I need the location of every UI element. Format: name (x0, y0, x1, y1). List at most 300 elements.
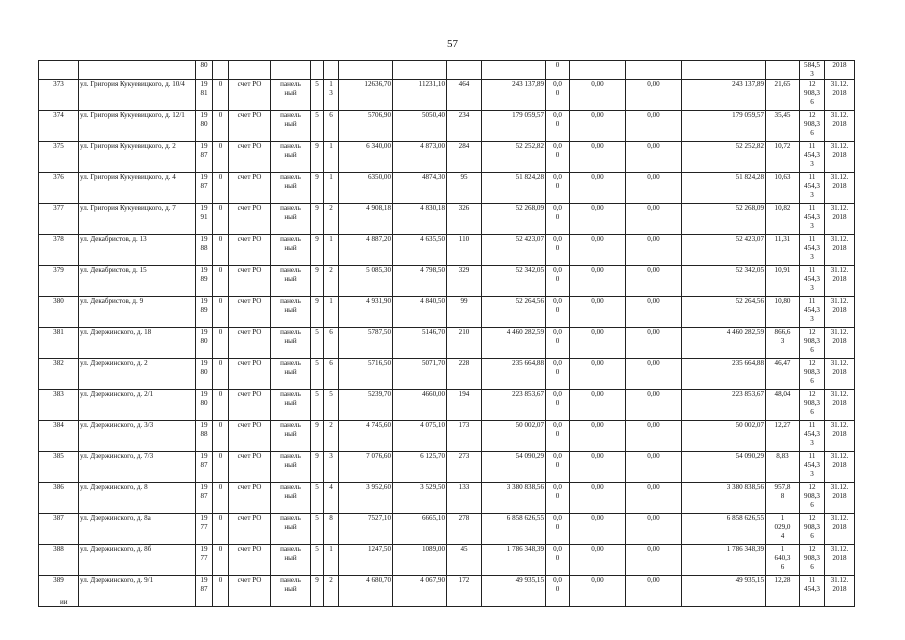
residents-cell: 278 (447, 514, 482, 545)
address-cell: ул. Дзержинского, д. 7/3 (79, 452, 196, 483)
living-area-cell: 5050,40 (393, 111, 447, 142)
material-cell: панель ный (271, 576, 311, 607)
address-cell: ул. Дзержинского, д. 2 (79, 359, 196, 390)
cell-16: 12 908,3 6 (800, 514, 825, 545)
cell-16: 584,5 3 (800, 61, 825, 80)
table-row (39, 235, 855, 266)
cell-12: 0,00 (570, 297, 626, 328)
date-cell: 31.12. 2018 (825, 204, 855, 235)
fund-cell: счет РО (229, 576, 271, 607)
cell-15: 866,6 3 (766, 328, 800, 359)
cell-15: 1 029,0 4 (766, 514, 800, 545)
table-row (39, 173, 855, 204)
cost-cell: 3 380 838,56 (482, 483, 546, 514)
year-cell: 19 89 (196, 297, 213, 328)
row-number-cell: 387 (39, 514, 79, 545)
floors-cell: 9 (311, 235, 324, 266)
cell-16: 12 908,3 6 (800, 483, 825, 514)
living-area-cell: 4 830,18 (393, 204, 447, 235)
total-area-cell: 4 887,20 (339, 235, 393, 266)
material-cell: панель ный (271, 483, 311, 514)
cell-11: 0,0 0 (546, 328, 570, 359)
address-cell: ул. Дзержинского, д. 9/1 (79, 576, 196, 607)
cell-14: 1 786 348,39 (682, 545, 766, 576)
address-cell: ул. Григория Кукуевицкого, д. 10/4 (79, 80, 196, 111)
cell-13: 0,00 (626, 142, 682, 173)
cell-14: 235 664,88 (682, 359, 766, 390)
entrances-cell: 1 (324, 173, 339, 204)
floors-cell: 5 (311, 328, 324, 359)
total-area-cell: 5706,90 (339, 111, 393, 142)
cell-15: 957,8 8 (766, 483, 800, 514)
fund-cell: счет РО (229, 483, 271, 514)
floors-cell: 5 (311, 514, 324, 545)
cell-15: 12,27 (766, 421, 800, 452)
cell-13: 0,00 (626, 328, 682, 359)
total-area-cell: 6 340,00 (339, 142, 393, 173)
housing-register-table (38, 60, 855, 607)
floors-cell: 9 (311, 173, 324, 204)
residents-cell: 284 (447, 142, 482, 173)
living-area-cell: 4 067,90 (393, 576, 447, 607)
fund-cell: счет РО (229, 359, 271, 390)
cell-11: 0,0 0 (546, 452, 570, 483)
cell-11: 0,0 0 (546, 297, 570, 328)
fund-cell: счет РО (229, 421, 271, 452)
cell-16: 11 454,3 3 (800, 173, 825, 204)
fund-cell: счет РО (229, 80, 271, 111)
living-area-cell: 4 840,50 (393, 297, 447, 328)
date-cell: 31.12. 2018 (825, 390, 855, 421)
fund-cell: счет РО (229, 328, 271, 359)
cell-12: 0,00 (570, 111, 626, 142)
floors-cell: 5 (311, 483, 324, 514)
date-cell: 31.12. 2018 (825, 514, 855, 545)
row-number-cell: 380 (39, 297, 79, 328)
fund-cell: счет РО (229, 545, 271, 576)
total-area-cell: 7 076,60 (339, 452, 393, 483)
cell-4: 0 (213, 514, 229, 545)
cell-16: 11 454,3 3 (800, 204, 825, 235)
floors-cell: 5 (311, 80, 324, 111)
cell-15: 1 640,3 6 (766, 545, 800, 576)
address-cell: ул. Дзержинского, д. 3/3 (79, 421, 196, 452)
cell-15: 10,82 (766, 204, 800, 235)
cell-14: 49 935,15 (682, 576, 766, 607)
date-cell: 31.12. 2018 (825, 266, 855, 297)
row-number-cell: 388 (39, 545, 79, 576)
floors-cell: 9 (311, 576, 324, 607)
cell-11: 0,0 0 (546, 235, 570, 266)
year-cell: 19 87 (196, 173, 213, 204)
cell-13: 0,00 (626, 390, 682, 421)
cell-13: 0,00 (626, 514, 682, 545)
residents-cell: 172 (447, 576, 482, 607)
floors-cell: 9 (311, 297, 324, 328)
table-row (39, 359, 855, 390)
residents-cell: 194 (447, 390, 482, 421)
floors-cell: 5 (311, 390, 324, 421)
material-cell: панель ный (271, 266, 311, 297)
cell-4: 0 (213, 483, 229, 514)
table-row (39, 545, 855, 576)
cell-14: 6 858 626,55 (682, 514, 766, 545)
cell-11: 0,0 0 (546, 173, 570, 204)
cell-4: 0 (213, 297, 229, 328)
year-cell: 19 81 (196, 80, 213, 111)
total-area-cell: 4 908,18 (339, 204, 393, 235)
table-row (39, 514, 855, 545)
entrances-cell: 1 3 (324, 80, 339, 111)
year-cell: 80 (196, 61, 213, 80)
cell-12: 0,00 (570, 576, 626, 607)
cell-15: 12,28 (766, 576, 800, 607)
cell-11: 0,0 0 (546, 545, 570, 576)
entrances-cell: 6 (324, 359, 339, 390)
fund-cell: счет РО (229, 173, 271, 204)
year-cell: 19 80 (196, 111, 213, 142)
material-cell: панель ный (271, 297, 311, 328)
living-area-cell: 4 635,50 (393, 235, 447, 266)
fund-cell: счет РО (229, 266, 271, 297)
living-area-cell: 6665,10 (393, 514, 447, 545)
residents-cell: 95 (447, 173, 482, 204)
cell-12: 0,00 (570, 359, 626, 390)
cell-16: 12 908,3 6 (800, 545, 825, 576)
entrances-cell: 8 (324, 514, 339, 545)
entrances-cell: 2 (324, 204, 339, 235)
cell-15: 10,91 (766, 266, 800, 297)
page-number: 57 (447, 38, 458, 50)
cell-11: 0,0 0 (546, 390, 570, 421)
date-cell: 31.12. 2018 (825, 173, 855, 204)
residents-cell: 464 (447, 80, 482, 111)
cell-4: 0 (213, 452, 229, 483)
material-cell: панель ный (271, 173, 311, 204)
living-area-cell: 4660,00 (393, 390, 447, 421)
cell-13: 0,00 (626, 359, 682, 390)
total-area-cell: 5239,70 (339, 390, 393, 421)
cell-12: 0,00 (570, 266, 626, 297)
cell-12: 0,00 (570, 142, 626, 173)
cell-11: 0,0 0 (546, 142, 570, 173)
entrances-cell: 5 (324, 390, 339, 421)
total-area-cell: 3 952,60 (339, 483, 393, 514)
cell-13: 0,00 (626, 111, 682, 142)
residents-cell: 110 (447, 235, 482, 266)
material-cell: панель ный (271, 80, 311, 111)
cell-15: 10,63 (766, 173, 800, 204)
cell-4: 0 (213, 173, 229, 204)
total-area-cell: 5 085,30 (339, 266, 393, 297)
cost-cell: 235 664,88 (482, 359, 546, 390)
year-cell: 19 91 (196, 204, 213, 235)
cost-cell: 179 059,57 (482, 111, 546, 142)
residents-cell: 329 (447, 266, 482, 297)
total-area-cell: 12636,70 (339, 80, 393, 111)
table-row (39, 576, 855, 607)
date-cell: 31.12. 2018 (825, 421, 855, 452)
material-cell: панель ный (271, 359, 311, 390)
material-cell: панель ный (271, 452, 311, 483)
cell-12: 0,00 (570, 328, 626, 359)
year-cell: 19 88 (196, 235, 213, 266)
address-cell: ул. Дзержинского, д. 2/1 (79, 390, 196, 421)
row-number-cell: 378 (39, 235, 79, 266)
cell-11: 0,0 0 (546, 111, 570, 142)
floors-cell: 9 (311, 142, 324, 173)
table-row (39, 390, 855, 421)
cell-13: 0,00 (626, 452, 682, 483)
total-area-cell: 7527,10 (339, 514, 393, 545)
residents-cell: 99 (447, 297, 482, 328)
material-cell: панель ный (271, 111, 311, 142)
address-cell: ул. Дзержинского, д. 18 (79, 328, 196, 359)
cost-cell: 52 264,56 (482, 297, 546, 328)
entrances-cell: 1 (324, 235, 339, 266)
row-number-cell: 383 (39, 390, 79, 421)
total-area-cell: 4 931,90 (339, 297, 393, 328)
fund-cell: счет РО (229, 142, 271, 173)
address-cell: ул. Григория Кукуевицкого, д. 12/1 (79, 111, 196, 142)
table-row (39, 297, 855, 328)
year-cell: 19 77 (196, 545, 213, 576)
cell-14: 52 264,56 (682, 297, 766, 328)
cell-4: 0 (213, 359, 229, 390)
cell-4: 0 (213, 111, 229, 142)
entrances-cell: 1 (324, 142, 339, 173)
cell-15: 10,72 (766, 142, 800, 173)
date-cell: 31.12. 2018 (825, 452, 855, 483)
address-cell: ул. Дзержинского, д. 8б (79, 545, 196, 576)
total-area-cell: 4 680,70 (339, 576, 393, 607)
year-cell: 19 87 (196, 483, 213, 514)
cell-15: 35,45 (766, 111, 800, 142)
fund-cell: счет РО (229, 390, 271, 421)
table-row (39, 266, 855, 297)
material-cell: панель ный (271, 514, 311, 545)
cell-15: 48,04 (766, 390, 800, 421)
address-cell: ул. Григория Кукуевицкого, д. 2 (79, 142, 196, 173)
table-row (39, 328, 855, 359)
continuation-row (39, 61, 855, 80)
cell-13: 0,00 (626, 80, 682, 111)
total-area-cell: 4 745,60 (339, 421, 393, 452)
material-cell: панель ный (271, 142, 311, 173)
cost-cell: 52 342,05 (482, 266, 546, 297)
material-cell: панель ный (271, 545, 311, 576)
material-cell: панель ный (271, 421, 311, 452)
cell-16: 11 454,3 3 (800, 421, 825, 452)
living-area-cell: 4874,30 (393, 173, 447, 204)
cell-12: 0,00 (570, 483, 626, 514)
total-area-cell: 6350,00 (339, 173, 393, 204)
total-area-cell: 5787,50 (339, 328, 393, 359)
row-number-cell: 389 (39, 576, 79, 607)
cell-12: 0,00 (570, 421, 626, 452)
cell-16: 11 454,3 3 (800, 142, 825, 173)
residents-cell: 173 (447, 421, 482, 452)
row-number-cell: 386 (39, 483, 79, 514)
date-cell: 31.12. 2018 (825, 328, 855, 359)
cell-16: 12 908,3 6 (800, 111, 825, 142)
cost-cell: 51 824,28 (482, 173, 546, 204)
living-area-cell: 4 873,00 (393, 142, 447, 173)
material-cell: панель ный (271, 390, 311, 421)
cell-4: 0 (213, 390, 229, 421)
cell-16: 12 908,3 6 (800, 390, 825, 421)
table-row (39, 421, 855, 452)
cell-16: 11 454,3 3 (800, 452, 825, 483)
residents-cell: 210 (447, 328, 482, 359)
address-cell: ул. Дзержинского, д. 8 (79, 483, 196, 514)
entrances-cell: 4 (324, 483, 339, 514)
floors-cell: 9 (311, 204, 324, 235)
cell-14: 4 460 282,59 (682, 328, 766, 359)
address-cell: ул. Декабристов, д. 15 (79, 266, 196, 297)
cell-13: 0,00 (626, 545, 682, 576)
cell-12: 0,00 (570, 204, 626, 235)
cell-16: 11 454,3 3 (800, 266, 825, 297)
living-area-cell: 6 125,70 (393, 452, 447, 483)
row-number-cell: 379 (39, 266, 79, 297)
cost-cell: 52 423,07 (482, 235, 546, 266)
cell-14: 3 380 838,56 (682, 483, 766, 514)
cost-cell: 52 268,09 (482, 204, 546, 235)
cell-11: 0,0 0 (546, 359, 570, 390)
year-cell: 19 87 (196, 452, 213, 483)
living-area-cell: 3 529,50 (393, 483, 447, 514)
date-cell: 2018 (825, 61, 855, 80)
cell-14: 54 090,29 (682, 452, 766, 483)
footer-mark: ии (60, 598, 68, 606)
date-cell: 31.12. 2018 (825, 297, 855, 328)
living-area-cell: 1089,00 (393, 545, 447, 576)
date-cell: 31.12. 2018 (825, 576, 855, 607)
floors-cell: 9 (311, 421, 324, 452)
floors-cell: 5 (311, 545, 324, 576)
floors-cell: 9 (311, 266, 324, 297)
entrances-cell: 2 (324, 266, 339, 297)
cell-14: 52 423,07 (682, 235, 766, 266)
cell-15: 21,65 (766, 80, 800, 111)
table-row (39, 111, 855, 142)
fund-cell: счет РО (229, 514, 271, 545)
entrances-cell: 6 (324, 328, 339, 359)
date-cell: 31.12. 2018 (825, 235, 855, 266)
date-cell: 31.12. 2018 (825, 359, 855, 390)
cost-cell: 1 786 348,39 (482, 545, 546, 576)
cell-15: 11,31 (766, 235, 800, 266)
cell-13: 0,00 (626, 421, 682, 452)
entrances-cell: 2 (324, 421, 339, 452)
cell-11: 0,0 0 (546, 421, 570, 452)
row-number-cell: 374 (39, 111, 79, 142)
entrances-cell: 3 (324, 452, 339, 483)
cell-11: 0,0 0 (546, 204, 570, 235)
cell-13: 0,00 (626, 235, 682, 266)
cell-14: 179 059,57 (682, 111, 766, 142)
table-row (39, 483, 855, 514)
floors-cell: 9 (311, 452, 324, 483)
living-area-cell: 4 798,50 (393, 266, 447, 297)
cost-cell: 54 090,29 (482, 452, 546, 483)
row-number-cell: 377 (39, 204, 79, 235)
total-area-cell: 1247,50 (339, 545, 393, 576)
address-cell: ул. Декабристов, д. 9 (79, 297, 196, 328)
cell-4: 0 (213, 80, 229, 111)
cell-11: 0,0 0 (546, 514, 570, 545)
cell-16: 12 908,3 6 (800, 359, 825, 390)
cell-14: 52 252,82 (682, 142, 766, 173)
row-number-cell: 385 (39, 452, 79, 483)
entrances-cell: 1 (324, 545, 339, 576)
cell-16: 12 908,3 6 (800, 80, 825, 111)
cell-4: 0 (213, 204, 229, 235)
cell-11: 0,0 0 (546, 576, 570, 607)
cost-cell: 243 137,89 (482, 80, 546, 111)
cost-cell: 223 853,67 (482, 390, 546, 421)
cell-12: 0,00 (570, 452, 626, 483)
cell-12: 0,00 (570, 390, 626, 421)
cost-cell: 50 002,07 (482, 421, 546, 452)
row-number-cell: 381 (39, 328, 79, 359)
cell-13: 0,00 (626, 297, 682, 328)
living-area-cell: 5146,70 (393, 328, 447, 359)
date-cell: 31.12. 2018 (825, 142, 855, 173)
year-cell: 19 80 (196, 328, 213, 359)
year-cell: 19 88 (196, 421, 213, 452)
cell-14: 52 342,05 (682, 266, 766, 297)
entrances-cell: 2 (324, 576, 339, 607)
cell-12: 0,00 (570, 514, 626, 545)
fund-cell: счет РО (229, 204, 271, 235)
cell-15: 10,80 (766, 297, 800, 328)
living-area-cell: 11231,10 (393, 80, 447, 111)
date-cell: 31.12. 2018 (825, 483, 855, 514)
year-cell: 19 80 (196, 390, 213, 421)
cell-13: 0,00 (626, 173, 682, 204)
cell-4: 0 (213, 142, 229, 173)
table-row (39, 80, 855, 111)
material-cell: панель ный (271, 328, 311, 359)
cell-15: 46,47 (766, 359, 800, 390)
cell-14: 223 853,67 (682, 390, 766, 421)
floors-cell: 5 (311, 111, 324, 142)
table-row (39, 142, 855, 173)
fund-cell: счет РО (229, 111, 271, 142)
residents-cell: 234 (447, 111, 482, 142)
cost-cell: 49 935,15 (482, 576, 546, 607)
row-number-cell: 373 (39, 80, 79, 111)
cell-12: 0,00 (570, 80, 626, 111)
cell-16: 11 454,3 (800, 576, 825, 607)
cell-4: 0 (213, 235, 229, 266)
cell-11: 0,0 0 (546, 80, 570, 111)
living-area-cell: 5071,70 (393, 359, 447, 390)
cell-13: 0,00 (626, 266, 682, 297)
cell-11: 0,0 0 (546, 483, 570, 514)
cell-13: 0,00 (626, 576, 682, 607)
row-number-cell: 375 (39, 142, 79, 173)
cell-13: 0,00 (626, 483, 682, 514)
row-number-cell: 384 (39, 421, 79, 452)
date-cell: 31.12. 2018 (825, 80, 855, 111)
fund-cell: счет РО (229, 297, 271, 328)
cost-cell: 52 252,82 (482, 142, 546, 173)
residents-cell: 228 (447, 359, 482, 390)
cell-14: 52 268,09 (682, 204, 766, 235)
